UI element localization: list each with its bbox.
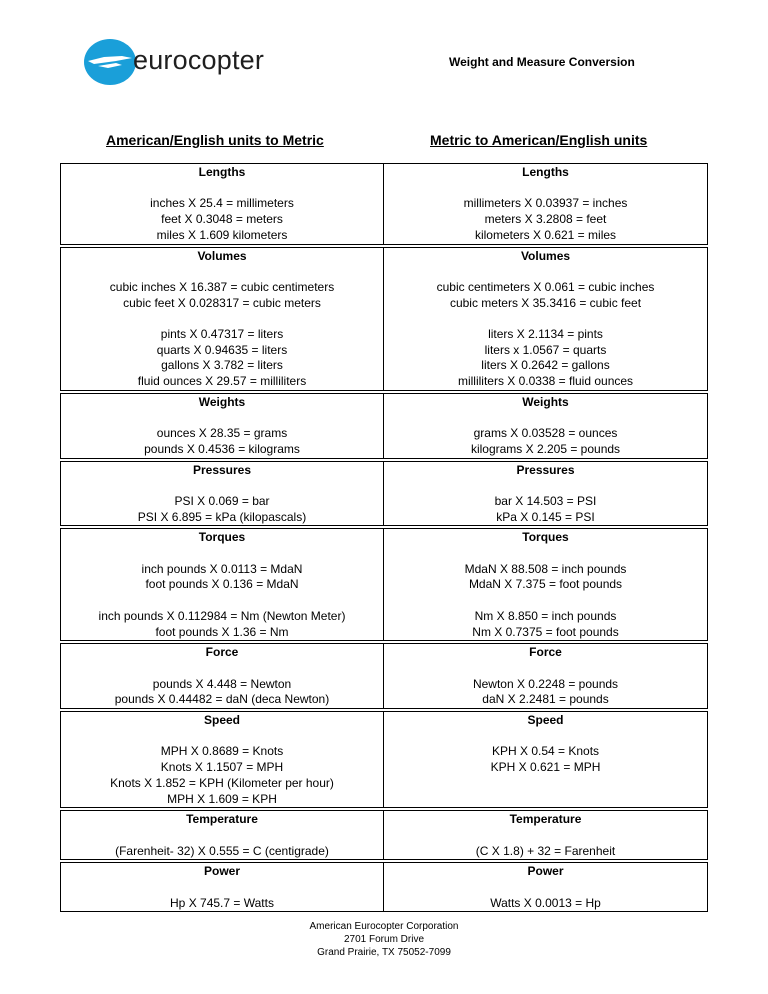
conversion-line: liters X 2.1134 = pints — [488, 326, 603, 341]
conversion-line: feet X 0.3048 = meters — [161, 212, 283, 227]
section-cell-left — [61, 394, 384, 458]
section-cell-right — [384, 811, 707, 859]
section-title: Volumes — [520, 248, 571, 263]
conversion-line: liters X 0.2642 = gallons — [481, 358, 610, 373]
conversion-line: kPa X 0.145 = PSI — [496, 509, 595, 524]
section-cell-right — [384, 644, 707, 708]
section-title: Weights — [522, 394, 569, 409]
section-power — [60, 862, 708, 912]
conversion-line: Knots X 1.852 = KPH (Kilometer per hour) — [110, 775, 334, 790]
section-title: Torques — [198, 530, 246, 545]
conversion-line: Knots X 1.1507 = MPH — [160, 760, 284, 775]
conversion-line: cubic centimeters X 0.061 = cubic inches — [436, 279, 655, 294]
conversion-line: quarts X 0.94635 = liters — [156, 342, 288, 357]
conversion-line: foot pounds X 1.36 = Nm — [155, 624, 289, 639]
section-cell-left — [61, 164, 384, 244]
conversion-line: PSI X 6.895 = kPa (kilopascals) — [137, 509, 307, 524]
section-pressures — [60, 461, 708, 527]
conversion-line: MdaN X 88.508 = inch pounds — [464, 561, 627, 576]
section-cell-left — [61, 863, 384, 911]
conversion-line: kilometers X 0.621 = miles — [474, 227, 617, 242]
conversion-line: (C X 1.8) + 32 = Farenheit — [475, 843, 616, 858]
conversion-line: milliliters X 0.0338 = fluid ounces — [457, 374, 634, 389]
conversion-line: Nm X 0.7375 = foot pounds — [472, 624, 619, 639]
footer-company: American Eurocopter Corporation — [309, 921, 459, 932]
conversion-line: miles X 1.609 kilometers — [156, 227, 288, 242]
conversion-line: Newton X 0.2248 = pounds — [472, 676, 619, 691]
section-speed — [60, 711, 708, 808]
section-cell-left — [61, 712, 384, 807]
conversion-line: Hp X 745.7 = Watts — [170, 895, 274, 910]
section-cell-left — [61, 644, 384, 708]
conversion-line: grams X 0.03528 = ounces — [473, 426, 618, 441]
section-title: Power — [527, 864, 564, 879]
footer-street: 2701 Forum Drive — [343, 934, 425, 945]
section-title: Pressures — [516, 462, 575, 477]
footer-city: Grand Prairie, TX 75052-7099 — [317, 947, 451, 958]
column-heading-to-american: Metric to American/English units — [430, 132, 648, 148]
column-heading-to-metric: American/English units to Metric — [106, 132, 324, 148]
logo-mark-icon — [82, 36, 138, 88]
section-title: Power — [203, 864, 240, 879]
conversion-line: Nm X 8.850 = inch pounds — [474, 608, 617, 623]
section-title: Temperature — [186, 812, 258, 827]
section-torques — [60, 528, 708, 641]
section-title: Lengths — [198, 165, 246, 179]
conversion-line: (Farenheit- 32) X 0.555 = C (centigrade) — [115, 843, 329, 858]
conversion-line: MdaN X 7.375 = foot pounds — [468, 577, 623, 592]
conversion-line: meters X 3.2808 = feet — [484, 212, 607, 227]
document-title: Weight and Measure Conversion — [449, 55, 635, 69]
section-weights — [60, 393, 708, 459]
section-title: Speed — [527, 713, 564, 728]
conversion-line: KPH X 0.621 = MPH — [490, 760, 601, 775]
section-title: Weights — [198, 394, 246, 409]
section-cell-right — [384, 394, 707, 458]
conversion-line: cubic meters X 35.3416 = cubic feet — [449, 295, 642, 310]
section-temperature — [60, 810, 708, 860]
conversion-line: Watts X 0.0013 = Hp — [490, 895, 601, 910]
conversion-line: pints X 0.47317 = liters — [160, 326, 284, 341]
conversion-line: inch pounds X 0.112984 = Nm (Newton Meter) — [98, 608, 346, 623]
conversion-line: fluid ounces X 29.57 = milliliters — [137, 374, 307, 389]
section-cell-left — [61, 811, 384, 859]
logo-wordmark: eurocopter — [133, 45, 265, 75]
section-title: Force — [529, 645, 562, 660]
conversion-line: inches X 25.4 = millimeters — [150, 196, 294, 211]
section-cell-right — [384, 248, 707, 390]
conversion-line: daN X 2.2481 = pounds — [482, 692, 609, 707]
section-cell-right — [384, 462, 707, 526]
section-title: Torques — [522, 530, 569, 545]
section-cell-right — [384, 164, 707, 244]
section-lengths — [60, 163, 708, 245]
conversion-line: cubic feet X 0.028317 = cubic meters — [123, 295, 321, 310]
conversion-line: pounds X 0.44482 = daN (deca Newton) — [114, 692, 330, 707]
section-title: Speed — [203, 713, 240, 728]
conversion-table — [60, 163, 708, 914]
conversion-line: ounces X 28.35 = grams — [156, 426, 288, 441]
section-cell-right — [384, 712, 707, 807]
section-title: Temperature — [509, 812, 582, 827]
section-cell-left — [61, 462, 384, 526]
conversion-line: millimeters X 0.03937 = inches — [463, 196, 628, 211]
conversion-line: inch pounds X 0.0113 = MdaN — [141, 561, 303, 576]
section-cell-left — [61, 529, 384, 640]
section-title: Volumes — [197, 248, 247, 263]
section-volumes — [60, 247, 708, 391]
conversion-line: cubic inches X 16.387 = cubic centimeters — [109, 279, 335, 294]
conversion-line: gallons X 3.782 = liters — [161, 358, 283, 373]
conversion-line: pounds X 4.448 = Newton — [152, 676, 292, 691]
conversion-line: liters x 1.0567 = quarts — [484, 342, 607, 357]
conversion-line: MPH X 1.609 = KPH — [167, 791, 277, 806]
section-cell-right — [384, 863, 707, 911]
conversion-line: PSI X 0.069 = bar — [174, 493, 270, 508]
section-cell-right — [384, 529, 707, 640]
section-title: Force — [205, 645, 239, 660]
conversion-line: KPH X 0.54 = Knots — [491, 744, 600, 759]
section-title: Lengths — [522, 165, 569, 179]
conversion-line: MPH X 0.8689 = Knots — [160, 744, 284, 759]
footer-address — [0, 920, 768, 959]
conversion-line: bar X 14.503 = PSI — [494, 493, 597, 508]
conversion-line: foot pounds X 0.136 = MdaN — [145, 577, 299, 592]
conversion-line: kilograms X 2.205 = pounds — [470, 441, 621, 456]
conversion-line: pounds X 0.4536 = kilograms — [144, 441, 300, 456]
section-title: Pressures — [192, 462, 252, 477]
section-force — [60, 643, 708, 709]
section-cell-left — [61, 248, 384, 390]
